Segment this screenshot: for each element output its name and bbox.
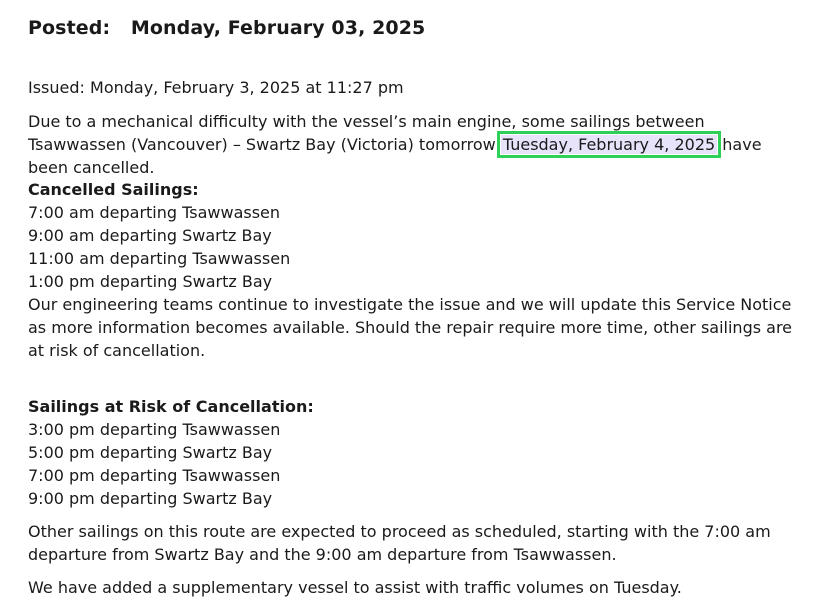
cancelled-sailing-item: 7:00 am departing Tsawwassen [28, 203, 281, 222]
issued-line: Issued: Monday, February 3, 2025 at 11:27 pm [28, 78, 404, 97]
cancelled-sailing-item: 1:00 pm departing Swartz Bay [28, 272, 273, 291]
intro-paragraph [28, 110, 798, 179]
engineering-update-text: Our engineering teams continue to investigate the issue and we will update this Service Notice as more information becomes available. Should the repair require more time, other sailings are at risk of cancellation. [28, 295, 793, 360]
cancelled-sailing-item: 11:00 am departing Tsawwassen [28, 249, 291, 268]
at-risk-sailings-heading: Sailings at Risk of Cancellation: [28, 397, 314, 416]
cancelled-sailings-section [28, 178, 798, 362]
posted-label: Posted: [28, 17, 111, 39]
cancelled-sailing-item: 9:00 am departing Swartz Bay [28, 226, 272, 245]
intro-text-after: have been cancelled. [28, 135, 762, 177]
highlighted-date[interactable]: Tuesday, February 4, 2025 [502, 135, 716, 154]
cancelled-sailings-heading: Cancelled Sailings: [28, 180, 199, 199]
at-risk-sailing-item: 9:00 pm departing Swartz Bay [28, 489, 273, 508]
other-sailings-paragraph: Other sailings on this route are expected to proceed as scheduled, starting with the 7:00 am departure from Swartz Bay and the 9:00 am departure from Tsawwassen. [28, 522, 771, 564]
posted-date: Monday, February 03, 2025 [130, 17, 426, 39]
at-risk-sailing-item: 3:00 pm departing Tsawwassen [28, 420, 281, 439]
intro-text-before: Due to a mechanical difficulty with the vessel’s main engine, some sailings between Tsawwassen (Vancouver) – Swartz Bay (Victoria) tomorrow [28, 112, 705, 154]
posted-heading [28, 0, 794, 45]
at-risk-sailing-item: 5:00 pm departing Swartz Bay [28, 443, 273, 462]
at-risk-sailings-section [28, 395, 798, 510]
supplementary-vessel-paragraph: We have added a supplementary vessel to assist with traffic volumes on Tuesday. [28, 578, 682, 597]
at-risk-sailing-item: 7:00 pm departing Tsawwassen [28, 466, 281, 485]
